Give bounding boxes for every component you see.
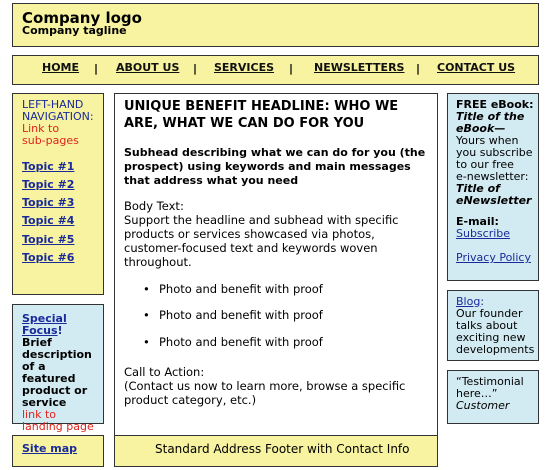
- blog-desc-line: developments: [456, 343, 535, 356]
- benefit-text: Photo and benefit with proof: [159, 335, 323, 349]
- left-nav-note: Link to: [22, 122, 60, 135]
- nav-newsletters[interactable]: NEWSLETTERS: [314, 61, 405, 74]
- nav-home[interactable]: HOME: [42, 61, 80, 74]
- call-to-action-text: (Contact us now to learn more, browse a specific product category, etc.): [124, 379, 406, 407]
- top-navigation: [12, 55, 539, 85]
- ebook-description: [456, 135, 536, 183]
- nav-separator: |: [193, 62, 198, 75]
- benefit-text: Photo and benefit with proof: [159, 282, 323, 296]
- benefit-bullet: [143, 308, 323, 322]
- left-nav-note: sub-pages: [22, 134, 79, 147]
- bullet-dot: •: [143, 308, 150, 322]
- nav-separator: |: [289, 62, 294, 75]
- description-line: service: [22, 396, 67, 409]
- benefit-bullet: [143, 335, 323, 349]
- landing-page-note: link to: [22, 408, 56, 421]
- call-to-action-label: Call to Action:: [124, 365, 205, 379]
- header: [12, 3, 539, 47]
- blog-desc-line: exciting new: [456, 331, 526, 344]
- ebook-desc-line: to our free: [456, 158, 514, 171]
- subscribe-link[interactable]: Subscribe: [456, 227, 511, 240]
- left-navigation: [12, 93, 104, 295]
- blog-link[interactable]: Blog: [456, 295, 481, 308]
- topic-link-4[interactable]: Topic #4: [22, 214, 75, 227]
- ebook-title: [456, 111, 536, 135]
- testimonial-quote: here…”: [456, 387, 498, 400]
- ebook-dash: —: [494, 122, 506, 135]
- testimonial-attribution: Customer: [456, 399, 510, 412]
- ebook-offer-box: [447, 93, 539, 281]
- newsletter-title: [456, 183, 536, 207]
- company-tagline: Company tagline: [22, 24, 127, 37]
- page-headline: UNIQUE BENEFIT HEADLINE: WHO WE ARE, WHAT WE CAN DO FOR YOU: [124, 99, 399, 131]
- body-text-label: Body Text:: [124, 199, 184, 213]
- ebook-title-line: eBook: [456, 122, 495, 135]
- description-line: of a featured: [22, 360, 76, 385]
- page-subhead: Subhead describing what we can do for you (the prospect) using keywords and main messages that address what you need: [124, 146, 426, 187]
- ebook-colon: :: [529, 98, 534, 111]
- blog-desc-line: talks about: [456, 319, 518, 332]
- topic-link-1[interactable]: Topic #1: [22, 160, 75, 173]
- description-line: Brief: [22, 336, 52, 349]
- description-line: product or: [22, 384, 88, 397]
- blog-colon: :: [480, 295, 485, 308]
- address-footer: [114, 435, 438, 467]
- landing-page-note: landing page: [22, 420, 94, 433]
- nav-about-us[interactable]: ABOUT US: [116, 61, 180, 74]
- blog-desc-line: Our founder: [456, 307, 523, 320]
- topic-link-6[interactable]: Topic #6: [22, 251, 75, 264]
- footer-text: Standard Address Footer with Contact Info: [155, 442, 410, 456]
- ebook-desc-line: Yours when: [456, 134, 519, 147]
- testimonial-box: [447, 370, 539, 424]
- newsletter-title-line: Title of: [456, 182, 500, 195]
- body-text: Support the headline and subhead with specific products or services showcased via photos, customer-focused text and keywords woven throughout.: [124, 213, 399, 269]
- blog-box: [447, 290, 539, 361]
- ebook-heading: FREE eBook: [456, 98, 530, 111]
- benefit-text: Photo and benefit with proof: [159, 308, 323, 322]
- nav-separator: |: [94, 62, 99, 75]
- ebook-title-line: Title of the: [456, 110, 525, 123]
- email-label: E-mail:: [456, 215, 499, 228]
- nav-contact-us[interactable]: CONTACT US: [437, 61, 516, 74]
- special-focus-link[interactable]: Focus: [22, 324, 58, 337]
- topic-link-3[interactable]: Topic #3: [22, 196, 75, 209]
- special-focus-exclaim: !: [57, 324, 63, 337]
- special-focus-link[interactable]: Special: [22, 312, 67, 325]
- privacy-policy-link[interactable]: Privacy Policy: [456, 251, 531, 264]
- ebook-desc-line: you subscribe: [456, 146, 533, 159]
- sitemap-box: [12, 435, 104, 467]
- nav-separator: |: [416, 62, 421, 75]
- left-nav-title: NAVIGATION:: [22, 110, 94, 123]
- nav-services[interactable]: SERVICES: [214, 61, 275, 74]
- company-logo[interactable]: Company logo: [22, 9, 142, 27]
- sitemap-link[interactable]: Site map: [22, 442, 77, 455]
- testimonial-quote: “Testimonial: [456, 375, 524, 388]
- left-nav-title: LEFT-HAND: [22, 98, 84, 111]
- special-focus-box: [12, 304, 104, 433]
- description-line: description: [22, 348, 92, 361]
- newsletter-title-line: eNewsletter: [456, 194, 532, 207]
- bullet-dot: •: [143, 282, 150, 296]
- topic-link-5[interactable]: Topic #5: [22, 233, 75, 246]
- bullet-dot: •: [143, 335, 150, 349]
- main-content: [114, 93, 438, 465]
- ebook-desc-line: e-newsletter:: [456, 170, 529, 183]
- benefit-bullet: [143, 282, 323, 296]
- topic-link-2[interactable]: Topic #2: [22, 178, 75, 191]
- special-focus-description: [22, 337, 102, 409]
